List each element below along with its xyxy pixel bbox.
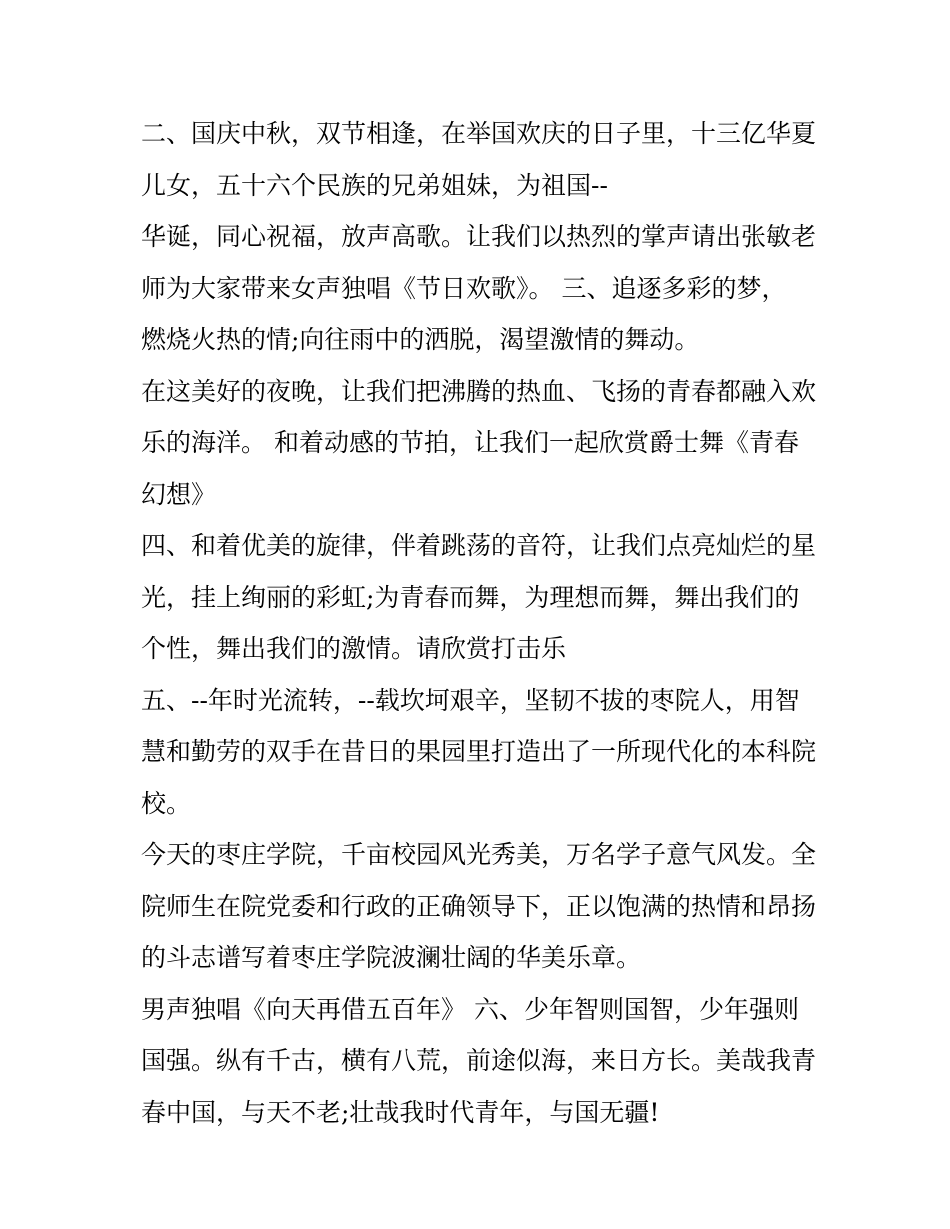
text-line: 国强。纵有千古，横有八荒，前途似海，来日方长。美哉我青 [141, 1046, 817, 1075]
text-line: 五、--年时光流转，--载坎坷艰辛，坚韧不拔的枣院人，用智 [141, 685, 800, 715]
text-line: 的斗志谱写着枣庄学院波澜壮阔的华美乐章。 [141, 943, 642, 972]
text-line: 华诞，同心祝福，放声高歌。让我们以热烈的掌声请出张敏老 [141, 222, 817, 251]
text-line: 儿女，五十六个民族的兄弟姐妹，为祖国-- [141, 170, 608, 200]
document-body [141, 108, 817, 1138]
text-line: 男声独唱《向天再借五百年》 六、少年智则国智，少年强则 [141, 994, 799, 1024]
text-line: 四、和着优美的旋律，伴着跳荡的音符，让我们点亮灿烂的星 [141, 531, 817, 560]
text-line: 二、国庆中秋，双节相逢，在举国欢庆的日子里，十三亿华夏 [141, 119, 817, 148]
text-line: 院师生在院党委和行政的正确领导下，正以饱满的热情和昂扬 [141, 891, 817, 921]
text-line: 乐的海洋。 和着动感的节拍，让我们一起欣赏爵士舞《青春 [141, 428, 799, 457]
text-line: 师为大家带来女声独唱《节日欢歌》。 三、追逐多彩的梦， [141, 273, 787, 303]
text-line: 校。 [141, 788, 192, 818]
text-line: 个性，舞出我们的激情。请欣赏打击乐 [141, 634, 567, 663]
text-line: 幻想》 [141, 479, 217, 509]
text-line: 今天的枣庄学院，千亩校园风光秀美，万名学子意气风发。全 [141, 840, 817, 869]
text-line: 光，挂上绚丽的彩虹;为青春而舞，为理想而舞，舞出我们的 [141, 582, 800, 612]
text-line: 在这美好的夜晚，让我们把沸腾的热血、飞扬的青春都融入欢 [141, 376, 817, 406]
text-line: 慧和勤劳的双手在昔日的果园里打造出了一所现代化的本科院 [141, 737, 817, 766]
text-line: 春中国，与天不老;壮哉我时代青年，与国无疆! [141, 1097, 660, 1127]
text-line: 燃烧火热的情;向往雨中的洒脱，渴望激情的舞动。 [141, 325, 700, 354]
